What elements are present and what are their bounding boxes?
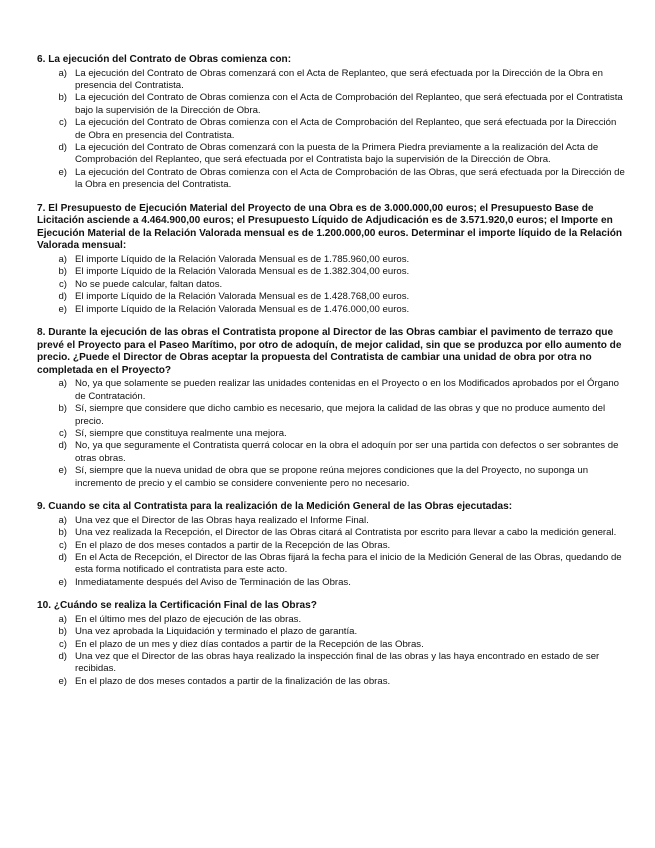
option-item <box>37 117 625 142</box>
option-letter: e) <box>58 576 67 588</box>
question-title: 7. El Presupuesto de Ejecución Material del Proyecto de una Obra es de 3.000.000,00 euros; el Presupuesto Base de Licitación asciende a 4.464.900,00 euros; el Presupuesto Líquido de Adjudicación es de 3.571.920,0 euros; el Importe en Ejecución Material de la Relación Valorada mensual es de 1.200.000,00 euros. Determinar el importe líquido de la Relación Valorada mensual: <box>37 202 623 252</box>
option-text: No, ya que seguramente el Contratista querrá colocar en la obra el adoquín por ser una partida con defectos o ser sobrantes de otras obras. <box>75 440 619 464</box>
option-text: La ejecución del Contrato de Obras comenzará con el Acta de Replanteo, que será efectuada por la Dirección de la Obra en presencia del Contratista. <box>75 67 603 91</box>
option-letter: e) <box>58 303 67 315</box>
option-item <box>37 577 625 589</box>
option-letter: a) <box>58 613 67 625</box>
option-item <box>37 68 625 93</box>
option-letter: d) <box>58 291 67 303</box>
question-10 <box>37 600 625 688</box>
option-item <box>37 465 625 490</box>
option-item <box>37 92 625 117</box>
question-title: 10. ¿Cuándo se realiza la Certificación Final de las Obras? <box>37 600 317 612</box>
option-letter: b) <box>58 626 67 638</box>
option-text: El importe Líquido de la Relación Valorada Mensual es de 1.476.000,00 euros. <box>75 303 410 315</box>
option-letter: b) <box>58 266 67 278</box>
option-item <box>37 515 625 527</box>
question-6 <box>37 54 625 192</box>
option-letter: d) <box>58 440 67 452</box>
option-text: La ejecución del Contrato de Obras comienza con el Acta de Comprobación de las Obras, que será efectuada por la Dirección de la Obra en presencia del Contratista. <box>75 166 625 191</box>
option-text: La ejecución del Contrato de Obras comienza con el Acta de Comprobación del Replanteo, que será efectuada por la Dirección de Obra en presencia del Contratista. <box>75 117 617 141</box>
option-item <box>37 676 625 688</box>
option-text: El importe Líquido de la Relación Valorada Mensual es de 1.785.960,00 euros. <box>75 254 410 266</box>
option-letter: a) <box>58 514 67 526</box>
option-letter: d) <box>58 142 67 154</box>
option-letter: d) <box>58 551 67 563</box>
option-item <box>37 552 625 577</box>
option-letter: b) <box>58 527 67 539</box>
option-text: Una vez que el Director de las Obras haya realizado el Informe Final. <box>75 514 369 526</box>
option-item <box>37 142 625 167</box>
question-title: 8. Durante la ejecución de las obras el Contratista propone al Director de las Obras cambiar el pavimento de terrazo que prevé el Proyecto para el Paseo Marítimo, por otro de adoquín, de mejor calidad, sin que se produzca por ello aumento de precio. ¿Puede el Director de Obras aceptar la propuesta del Contratista de cambiar una unidad de obra por otra no completada en el Proyecto? <box>37 327 622 376</box>
option-item <box>37 403 625 428</box>
option-list <box>37 614 625 688</box>
option-item <box>37 614 625 626</box>
option-letter: e) <box>58 166 67 178</box>
option-item <box>37 639 625 651</box>
option-item <box>37 378 625 403</box>
option-item <box>37 266 625 278</box>
option-text: El importe Líquido de la Relación Valorada Mensual es de 1.382.304,00 euros. <box>75 266 410 278</box>
option-item <box>37 279 625 291</box>
option-letter: c) <box>59 539 67 551</box>
option-item <box>37 167 625 192</box>
option-letter: c) <box>59 428 67 440</box>
option-letter: e) <box>58 465 67 477</box>
option-list <box>37 68 625 192</box>
option-letter: a) <box>58 378 67 390</box>
option-text: En el último mes del plazo de ejecución de las obras. <box>75 613 302 625</box>
option-text: Sí, siempre que considere que dicho cambio es necesario, que mejora la calidad de las obras y que no produce aumento del precio. <box>75 403 606 427</box>
option-text: Una vez aprobada la Liquidación y terminado el plazo de garantía. <box>75 626 358 638</box>
question-8 <box>37 327 625 490</box>
option-item <box>37 291 625 303</box>
question-title: 6. La ejecución del Contrato de Obras comienza con: <box>37 54 292 65</box>
option-text: Una vez que el Director de las obras haya realizado la inspección final de las obras y las haya encontrado en estado de ser recibidas. <box>75 650 600 675</box>
option-text: El importe Líquido de la Relación Valorada Mensual es de 1.428.768,00 euros. <box>75 291 410 303</box>
option-text: La ejecución del Contrato de Obras comienza con el Acta de Comprobación del Replanteo, que será efectuada por el Contratista bajo la supervisión de la Dirección de Obra. <box>75 92 623 116</box>
option-text: La ejecución del Contrato de Obras comenzará con la puesta de la Primera Piedra previamente a la realización del Acta de Comprobación del Replanteo, que será efectuada por el Contratista bajo la supervisión de la Dirección de Obra. <box>75 142 599 166</box>
option-text: Inmediatamente después del Aviso de Terminación de las Obras. <box>75 576 351 588</box>
option-item <box>37 428 625 440</box>
option-list <box>37 515 625 589</box>
option-letter: a) <box>58 67 67 79</box>
option-item <box>37 527 625 539</box>
option-letter: b) <box>58 92 67 104</box>
question-title: 9. Cuando se cita al Contratista para la realización de la Medición General de las Obras ejecutadas: <box>37 501 513 513</box>
option-item <box>37 254 625 266</box>
option-list <box>37 254 625 316</box>
option-text: Sí, siempre que la nueva unidad de obra que se propone reúna mejores condiciones que la del Proyecto, no suponga un incremento de precio y el cambio se considere conveniente pero no necesario. <box>75 465 589 489</box>
option-letter: a) <box>58 254 67 266</box>
option-list <box>37 378 625 490</box>
option-text: No se puede calcular, faltan datos. <box>75 278 223 290</box>
option-text: En el Acta de Recepción, el Director de las Obras fijará la fecha para el inicio de la Medición General de las Obras, quedando de esta forma notificado el contratista para este acto. <box>75 551 622 576</box>
option-letter: c) <box>59 278 67 290</box>
option-text: Una vez realizada la Recepción, el Director de las Obras citará al Contratista por escrito para llevar a cabo la medición general. <box>75 527 617 539</box>
question-9 <box>37 501 625 589</box>
question-7 <box>37 203 625 316</box>
option-text: En el plazo de dos meses contados a partir de la Recepción de las Obras. <box>75 539 391 551</box>
option-item <box>37 304 625 316</box>
option-text: No, ya que solamente se pueden realizar las unidades contenidas en el Proyecto o en los Modificados aprobados por el Órgano de Contratación. <box>75 378 619 402</box>
option-letter: d) <box>58 650 67 662</box>
option-item <box>37 540 625 552</box>
option-letter: e) <box>58 675 67 687</box>
option-item <box>37 440 625 465</box>
option-letter: b) <box>58 403 67 415</box>
option-letter: c) <box>59 638 67 650</box>
option-text: En el plazo de dos meses contados a partir de la finalización de las obras. <box>75 675 391 687</box>
option-text: En el plazo de un mes y diez días contados a partir de la Recepción de las Obras. <box>75 638 424 650</box>
option-letter: c) <box>59 117 67 129</box>
option-item <box>37 626 625 638</box>
option-text: Sí, siempre que constituya realmente una mejora. <box>75 428 287 440</box>
option-item <box>37 651 625 676</box>
